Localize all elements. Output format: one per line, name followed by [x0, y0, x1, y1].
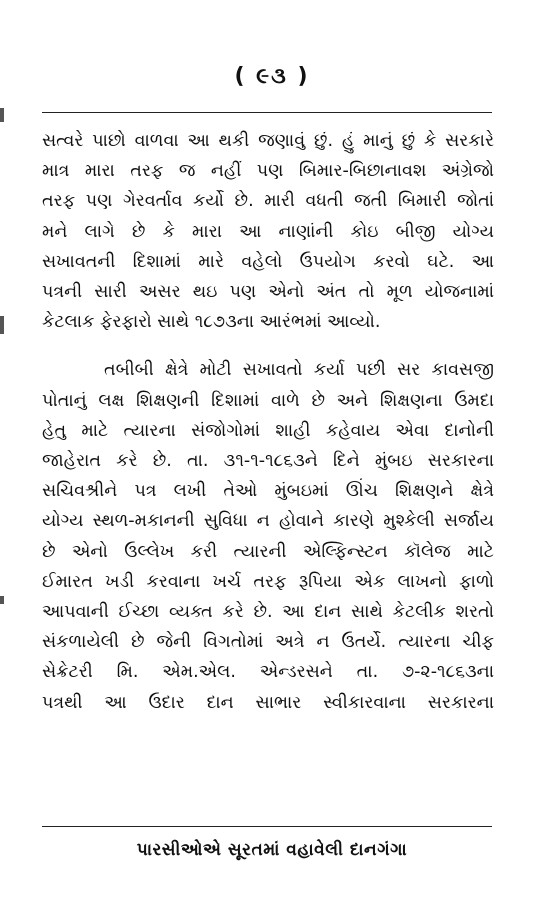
text-line: તબીબી ક્ષેત્રે મોટી સખાવતો કર્યા પછી સર કાવસજી — [104, 360, 494, 381]
text-line: આપવાની ઈચ્છા વ્યક્ત કરે છે. આ દાન સાથે કેટલીક શરતો — [42, 602, 494, 623]
text-line: સેક્રેટરી મિ. એમ.એલ. એન્ડરસને તા. ૭-૨-૧૮૬૩ના — [42, 662, 494, 683]
page-edge-mark — [0, 316, 4, 334]
text-line: પત્રની સારી અસર થઇ પણ એનો અંત તો મૂળ યોજનામાં — [42, 282, 494, 303]
page-edge-mark — [0, 108, 4, 122]
text-line: મને લાગે છે કે મારા આ નાણાંની કોઇ બીજી યોગ્ય — [42, 221, 494, 242]
text-line: કેટલાક ફેરફારો સાથે ૧૮૭૩ના આરંભમાં આવ્યો. — [42, 312, 381, 333]
text-line: ઈમારત ખડી કરવાના ખર્ચ તરફ રૂપિયા એક લાખનો ફાળો — [42, 571, 494, 592]
text-line: પોતાનું લક્ષ શિક્ષણની દિશામાં વાળે છે અને શિક્ષણના ઉમદા — [42, 390, 494, 411]
text-line: હેતુ માટે ત્યારના સંજોગોમાં શાહી કહેવાય એવા દાનોની — [42, 420, 494, 441]
text-line: સખાવતની દિશામાં મારે વહેલો ઉપયોગ કરવો ઘટે. આ — [42, 251, 494, 272]
header-divider — [42, 112, 492, 113]
body-text — [42, 126, 494, 718]
text-line: સચિવશ્રીને પત્ર લખી તેઓ મુંબઇમાં ઊંચ શિક્ષણને ક્ષેત્રે — [42, 481, 494, 502]
text-line: યોગ્ય સ્થળ-મકાનની સુવિધા ન હોવાને કારણે મુશ્કેલી સર્જાય — [42, 511, 494, 532]
text-line: તરફ પણ ગેરવર્તાવ કર્યો છે. મારી વધતી જતી બિમારી જોતાં — [42, 191, 494, 212]
page-edge-mark — [0, 596, 4, 604]
page-number: ( ૯૩ ) — [234, 64, 310, 89]
text-line: છે એનો ઉલ્લેખ કરી ત્યારની એલ્ફિન્સ્ટન કૉલેજ માટે — [42, 541, 494, 562]
text-line: જાહેરાત કરે છે. તા. ૩૧-૧-૧૮૬૩ને દિને મુંબઇ સરકારના — [42, 451, 494, 472]
running-footer-title: પારસીઓએ સૂરતમાં વહાવેલી દાનગંગા — [136, 840, 408, 860]
footer-divider — [42, 826, 492, 827]
text-line: સંકળાયેલી છે જેની વિગતોમાં અત્રે ન ઉતર્યે. ત્યારના ચીફ — [42, 632, 494, 653]
text-line: માત્ર મારા તરફ જ નહીં પણ બિમાર-બિછાનાવશ અંગ્રેજો — [42, 161, 494, 182]
text-line: સત્વરે પાછો વાળવા આ થકી જણાવું છું. હું માનું છું કે સરકારે — [42, 131, 494, 151]
text-line: પત્રથી આ ઉદાર દાન સાભાર સ્વીકારવાના સરકારના — [42, 692, 494, 713]
paragraph-1 — [42, 126, 494, 337]
paragraph-2 — [42, 355, 494, 717]
